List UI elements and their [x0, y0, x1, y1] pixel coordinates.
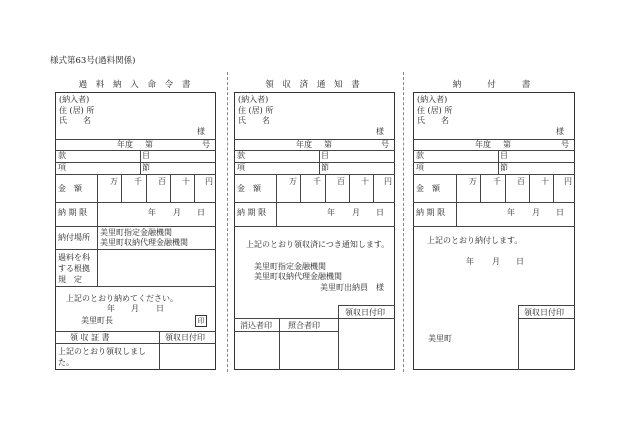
rule-line	[55, 150, 216, 151]
unit-hyaku: 百	[517, 177, 525, 186]
rule-line	[456, 174, 457, 202]
paid-year: 年	[466, 257, 474, 266]
date-month: 月	[532, 208, 540, 217]
address-label: 住 (居) 所	[417, 106, 453, 115]
rule-line	[97, 226, 98, 286]
issue-year: 年	[107, 304, 115, 313]
unit-sen: 千	[134, 177, 142, 186]
seal-mark: 印	[195, 315, 207, 327]
nendo-label: 年度	[296, 140, 312, 149]
payer-label: (納入者)	[59, 95, 90, 104]
payer-label: (納入者)	[238, 95, 269, 104]
unit-hyaku: 百	[158, 177, 166, 186]
date-day: 日	[376, 208, 384, 217]
setsu-label: 節	[321, 163, 329, 172]
unit-hyaku: 百	[337, 177, 345, 186]
rule-line	[518, 305, 575, 306]
rule-line	[55, 331, 216, 332]
rule-line	[55, 174, 216, 175]
unit-en: 円	[384, 177, 392, 186]
honorific: 様	[556, 127, 564, 136]
receipt-title: 領 収 証 書	[70, 333, 110, 342]
kan-label: 款	[58, 151, 66, 160]
go-label: 号	[381, 140, 389, 149]
perforation-line	[403, 72, 404, 372]
rule-line	[413, 202, 575, 203]
rule-line	[553, 174, 554, 202]
receipt-date-label: 領収日付印	[345, 308, 385, 317]
rule-line	[413, 174, 575, 175]
kan-label: 款	[416, 151, 424, 160]
name-label: 氏 名	[417, 116, 449, 125]
date-month: 月	[352, 208, 360, 217]
dai-label: 第	[145, 140, 153, 149]
rule-line	[279, 318, 280, 370]
unit-en: 円	[205, 177, 213, 186]
honorific: 様	[197, 127, 205, 136]
rule-line	[413, 162, 575, 163]
moku-label: 目	[142, 151, 150, 160]
kan-label: 款	[237, 151, 245, 160]
amount-label: 金 額	[416, 184, 440, 193]
receipt-text-1: 上記のとおり領収しまし	[58, 347, 146, 356]
date-month: 月	[173, 208, 181, 217]
receipt-date-label: 領収日付印	[165, 333, 205, 342]
date-day: 日	[197, 208, 205, 217]
paid-month: 月	[492, 257, 500, 266]
bank-1: 美里町指定金融機関	[254, 262, 326, 271]
rule-line	[413, 150, 575, 151]
name-label: 氏 名	[238, 116, 270, 125]
notice-text: 上記のとおり領収済につき通知します。	[246, 240, 390, 249]
receipt-date-label: 領収日付印	[524, 308, 564, 317]
rule-line	[55, 139, 216, 140]
rule-line	[349, 174, 350, 202]
basis-line-3: 規 定	[58, 275, 82, 284]
rule-line	[338, 305, 395, 306]
rule-line	[338, 318, 395, 319]
col3-form	[413, 92, 575, 370]
rule-line	[234, 226, 395, 227]
basis-line-1: 過料を科	[58, 253, 90, 262]
rule-line	[276, 174, 277, 202]
paid-text: 上記のとおり納付します。	[427, 236, 523, 245]
place-bank-2: 美里町収納代理金融機関	[100, 238, 188, 247]
perforation-line	[227, 72, 228, 372]
rule-line	[55, 202, 216, 203]
kou-label: 項	[416, 163, 424, 172]
unit-juu: 十	[361, 177, 369, 186]
kou-label: 項	[58, 163, 66, 172]
rule-line	[121, 174, 122, 202]
unit-juu: 十	[182, 177, 190, 186]
col1-title: 過 料 納 入 命 令 書	[78, 80, 194, 90]
rule-line	[194, 174, 195, 202]
honorific: 様	[376, 127, 384, 136]
setsu-label: 節	[142, 163, 150, 172]
rule-line	[234, 162, 395, 163]
amount-label: 金 額	[58, 184, 82, 193]
rule-line	[325, 174, 326, 202]
payer-label: (納入者)	[417, 95, 448, 104]
rule-line	[55, 226, 216, 227]
rule-line	[234, 318, 338, 319]
deadline-label: 納 期 限	[58, 208, 88, 217]
rule-line	[234, 331, 338, 332]
col3-title: 納 付 書	[452, 80, 534, 90]
deadline-label: 納 期 限	[416, 208, 446, 217]
rule-line	[146, 174, 147, 202]
rule-line	[234, 150, 395, 151]
rule-line	[413, 139, 575, 140]
rule-line	[97, 202, 98, 226]
place-label: 納付場所	[58, 233, 90, 242]
issuer: 美里町長	[81, 316, 113, 325]
unit-sen: 千	[493, 177, 501, 186]
date-year: 年	[327, 208, 335, 217]
rule-line	[456, 202, 457, 226]
rule-line	[413, 226, 575, 227]
date-year: 年	[507, 208, 515, 217]
moku-label: 目	[321, 151, 329, 160]
setsu-label: 節	[500, 163, 508, 172]
unit-man: 万	[469, 177, 477, 186]
paid-day: 日	[516, 257, 524, 266]
nendo-label: 年度	[117, 140, 133, 149]
go-label: 号	[561, 140, 569, 149]
name-label: 氏 名	[59, 116, 91, 125]
rule-line	[159, 331, 160, 370]
address-label: 住 (居) 所	[238, 106, 274, 115]
receipt-text-2: た。	[58, 358, 74, 367]
rule-line	[234, 202, 395, 203]
col2-title: 領 収 済 通 知 書	[265, 80, 363, 90]
rule-line	[300, 174, 301, 202]
go-label: 号	[202, 140, 210, 149]
unit-juu: 十	[541, 177, 549, 186]
rule-line	[97, 174, 98, 202]
unit-sen: 千	[313, 177, 321, 186]
basis-line-2: する根拠	[58, 264, 90, 273]
dai-label: 第	[324, 140, 332, 149]
form-number: 様式第63号(過料関係)	[50, 56, 136, 66]
nendo-label: 年度	[475, 140, 491, 149]
rule-line	[480, 174, 481, 202]
moku-label: 目	[500, 151, 508, 160]
unit-man: 万	[289, 177, 297, 186]
date-year: 年	[148, 208, 156, 217]
rule-line	[234, 174, 395, 175]
address-label: 住 (居) 所	[59, 106, 95, 115]
issue-month: 月	[131, 304, 139, 313]
rule-line	[55, 286, 216, 287]
rule-line	[338, 305, 339, 370]
rule-line	[276, 202, 277, 226]
town-name: 美里町	[428, 334, 452, 343]
check-seal-label: 照合者印	[288, 321, 320, 330]
issue-day: 日	[156, 304, 164, 313]
kou-label: 項	[237, 163, 245, 172]
rule-line	[55, 343, 216, 344]
rule-line	[373, 174, 374, 202]
cancel-seal-label: 消込者印	[240, 321, 272, 330]
bank-2: 美里町収納代理金融機関	[254, 272, 342, 281]
rule-line	[518, 318, 575, 319]
dai-label: 第	[503, 140, 511, 149]
rule-line	[55, 249, 216, 250]
rule-line	[505, 174, 506, 202]
request-text: 上記のとおり納めてください。	[66, 294, 178, 303]
unit-man: 万	[110, 177, 118, 186]
date-day: 日	[556, 208, 564, 217]
place-bank-1: 美里町指定金融機関	[100, 228, 172, 237]
rule-line	[55, 162, 216, 163]
rule-line	[234, 139, 395, 140]
amount-label: 金 額	[237, 184, 261, 193]
rule-line	[518, 305, 519, 370]
deadline-label: 納 期 限	[237, 208, 267, 217]
unit-en: 円	[564, 177, 572, 186]
rule-line	[170, 174, 171, 202]
cashier: 美里町出納員 様	[320, 283, 384, 292]
rule-line	[529, 174, 530, 202]
